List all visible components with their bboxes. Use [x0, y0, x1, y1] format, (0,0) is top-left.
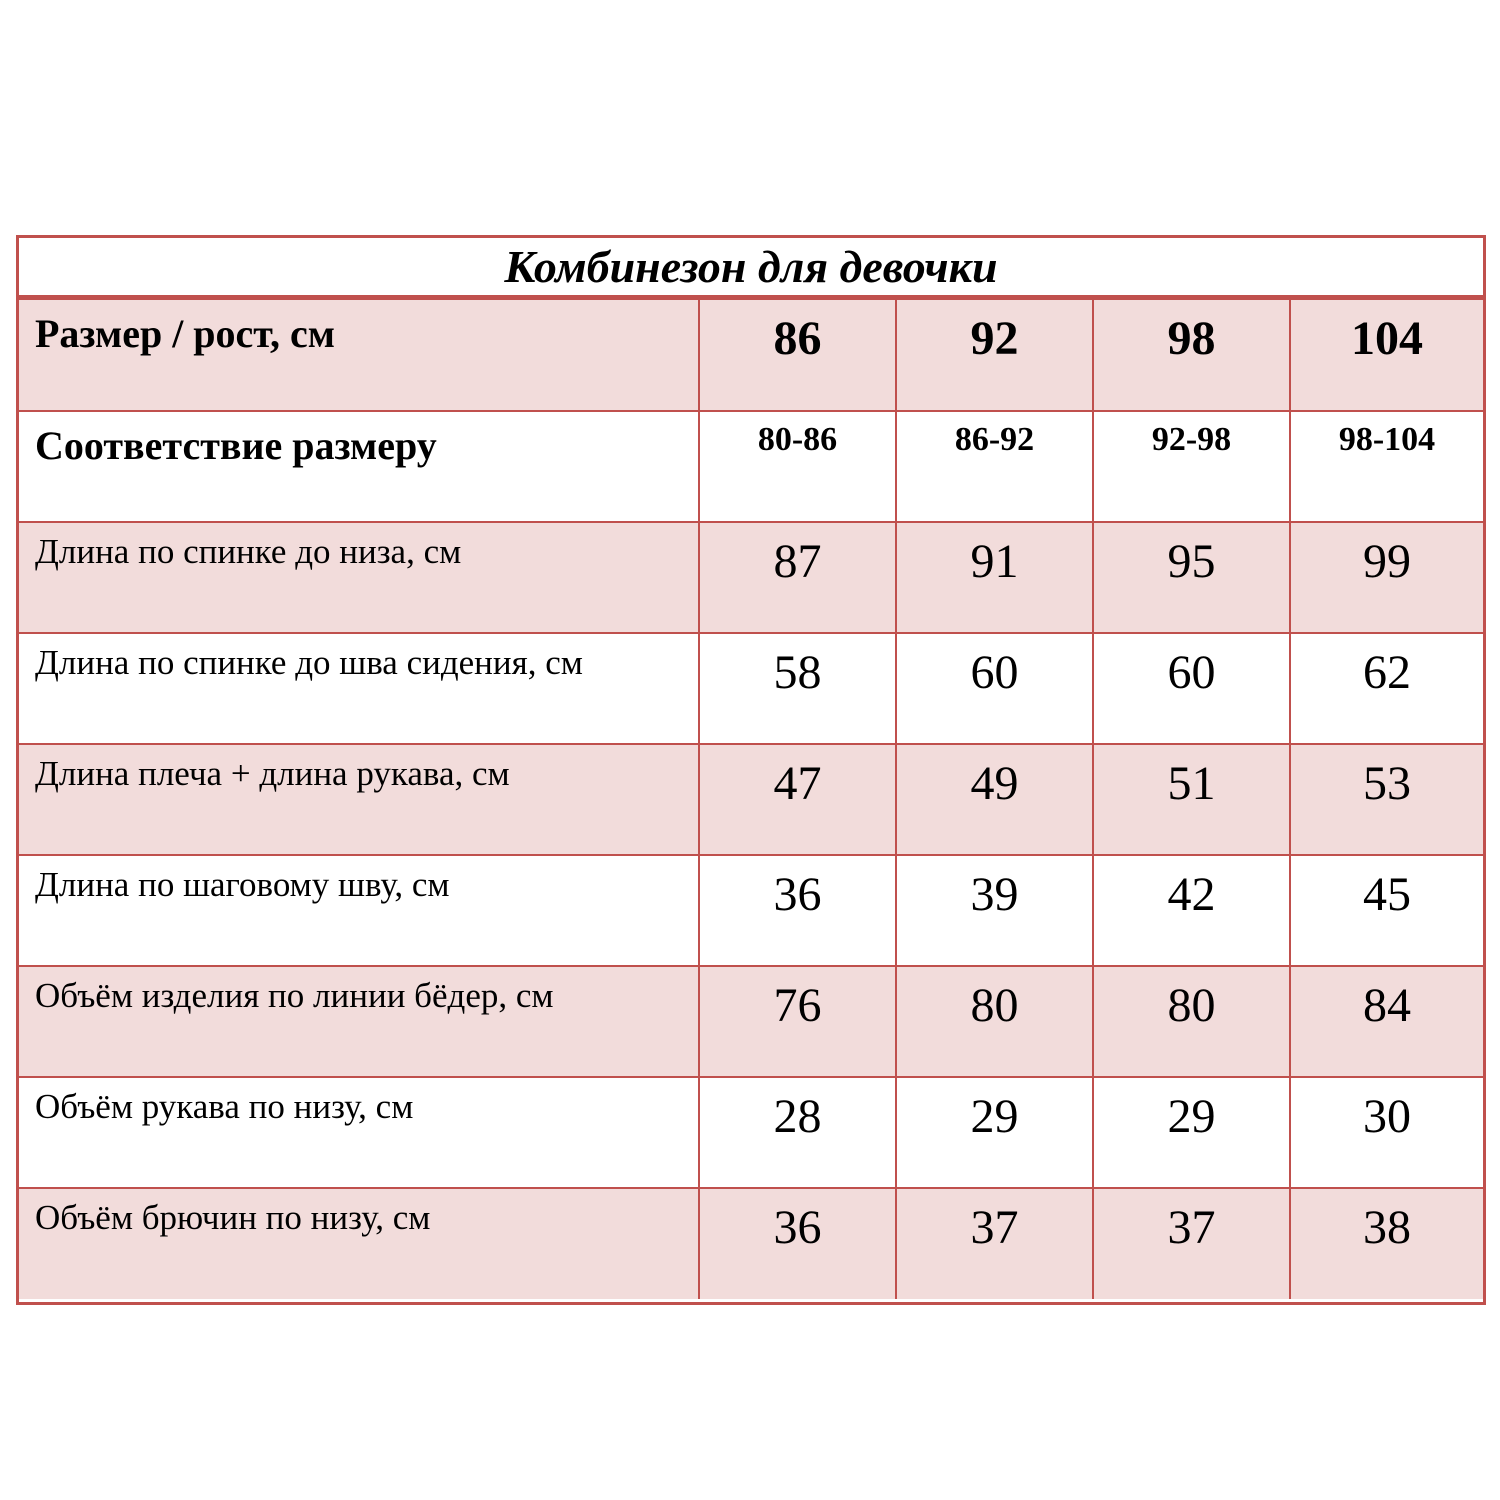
measurement-value: 80 — [896, 966, 1093, 1077]
measurement-value: 58 — [699, 633, 896, 744]
size-match-label: Соответствие размеру — [19, 411, 699, 522]
header-label: Размер / рост, см — [19, 300, 699, 411]
measurement-value: 80 — [1093, 966, 1290, 1077]
measurement-value: 53 — [1290, 744, 1483, 855]
measurement-value: 95 — [1093, 522, 1290, 633]
measurement-value: 37 — [1093, 1188, 1290, 1299]
measurement-value: 51 — [1093, 744, 1290, 855]
measurement-label: Длина по шаговому шву, см — [19, 855, 699, 966]
measurement-value: 28 — [699, 1077, 896, 1188]
size-match-row — [19, 411, 1483, 522]
measurement-label: Длина по спинке до шва сидения, см — [19, 633, 699, 744]
measurement-value: 29 — [1093, 1077, 1290, 1188]
measurement-value: 39 — [896, 855, 1093, 966]
header-row — [19, 300, 1483, 411]
measurement-value: 45 — [1290, 855, 1483, 966]
table-row — [19, 744, 1483, 855]
size-match-cell: 86-92 — [896, 411, 1093, 522]
measurement-value: 60 — [1093, 633, 1290, 744]
measurement-label: Объём рукава по низу, см — [19, 1077, 699, 1188]
size-header-cell: 92 — [896, 300, 1093, 411]
measurement-value: 84 — [1290, 966, 1483, 1077]
measurement-value: 91 — [896, 522, 1093, 633]
measurement-value: 38 — [1290, 1188, 1483, 1299]
size-match-cell: 80-86 — [699, 411, 896, 522]
measurement-value: 37 — [896, 1188, 1093, 1299]
size-grid — [19, 300, 1483, 1299]
size-chart-table — [16, 235, 1486, 1305]
size-match-cell: 98-104 — [1290, 411, 1483, 522]
table-row — [19, 522, 1483, 633]
table-row — [19, 966, 1483, 1077]
measurement-value: 99 — [1290, 522, 1483, 633]
size-header-cell: 86 — [699, 300, 896, 411]
measurement-label: Длина по спинке до низа, см — [19, 522, 699, 633]
measurement-value: 60 — [896, 633, 1093, 744]
measurement-value: 49 — [896, 744, 1093, 855]
measurement-value: 29 — [896, 1077, 1093, 1188]
measurement-value: 62 — [1290, 633, 1483, 744]
measurement-label: Длина плеча + длина рукава, см — [19, 744, 699, 855]
measurement-value: 36 — [699, 1188, 896, 1299]
measurement-value: 30 — [1290, 1077, 1483, 1188]
measurement-value: 87 — [699, 522, 896, 633]
size-header-cell: 104 — [1290, 300, 1483, 411]
size-match-cell: 92-98 — [1093, 411, 1290, 522]
table-row — [19, 855, 1483, 966]
measurement-value: 47 — [699, 744, 896, 855]
measurement-value: 36 — [699, 855, 896, 966]
measurement-value: 42 — [1093, 855, 1290, 966]
measurement-label: Объём брючин по низу, см — [19, 1188, 699, 1299]
table-row — [19, 633, 1483, 744]
measurement-label: Объём изделия по линии бёдер, см — [19, 966, 699, 1077]
size-header-cell: 98 — [1093, 300, 1290, 411]
table-row — [19, 1077, 1483, 1188]
measurement-value: 76 — [699, 966, 896, 1077]
table-title: Комбинезон для девочки — [19, 238, 1483, 300]
table-row — [19, 1188, 1483, 1299]
